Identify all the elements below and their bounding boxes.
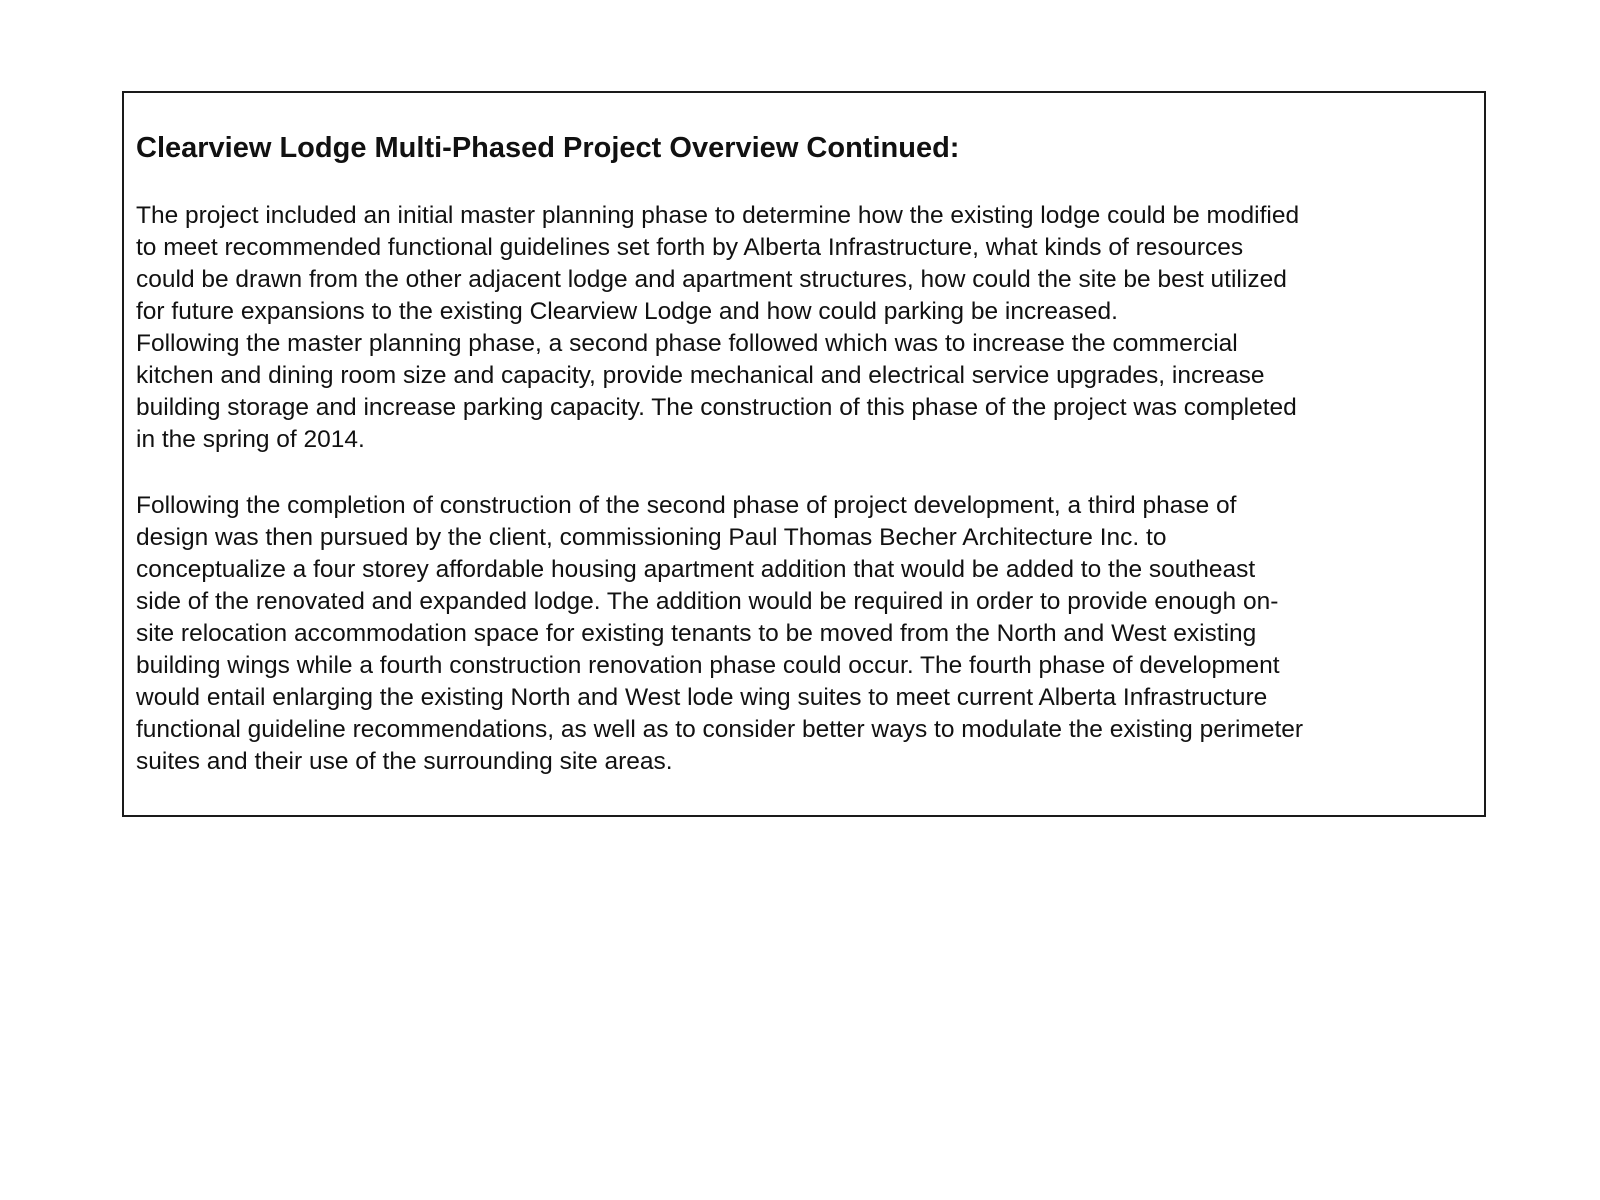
paragraph-line: building storage and increase parking capacity. The construction of this phase of the project was completed xyxy=(136,394,1297,421)
paragraph-line: would entail enlarging the existing North and West lode wing suites to meet current Alberta Infrastructure xyxy=(136,684,1268,711)
paragraph-line: suites and their use of the surrounding site areas. xyxy=(136,748,673,775)
paragraph-third-phase xyxy=(136,490,1303,778)
paragraph-line: in the spring of 2014. xyxy=(136,426,365,453)
paragraph-line: conceptualize a four storey affordable housing apartment addition that would be added to the southeast xyxy=(136,556,1256,583)
paragraph-master-planning xyxy=(136,200,1299,328)
paragraph-line: The project included an initial master planning phase to determine how the existing lodge could be modified xyxy=(136,202,1300,229)
paragraph-line: design was then pursued by the client, commissioning Paul Thomas Becher Architecture Inc. to xyxy=(136,524,1167,551)
paragraph-line: kitchen and dining room size and capacity, provide mechanical and electrical service upgrades, increase xyxy=(136,362,1265,389)
paragraph-line: to meet recommended functional guidelines set forth by Alberta Infrastructure, what kinds of resources xyxy=(136,234,1244,261)
paragraph-line: Following the master planning phase, a second phase followed which was to increase the commercial xyxy=(136,330,1238,357)
document-heading: Clearview Lodge Multi-Phased Project Overview Continued: xyxy=(136,132,960,164)
paragraph-line: site relocation accommodation space for existing tenants to be moved from the North and West existing xyxy=(136,620,1257,647)
paragraph-line: could be drawn from the other adjacent lodge and apartment structures, how could the site be best utilized xyxy=(136,266,1287,293)
paragraph-line: for future expansions to the existing Clearview Lodge and how could parking be increased. xyxy=(136,298,1118,325)
paragraph-line: Following the completion of construction of the second phase of project development, a third phase of xyxy=(136,492,1237,519)
paragraph-line: functional guideline recommendations, as well as to consider better ways to modulate the existing perimeter xyxy=(136,716,1304,743)
paragraph-line: building wings while a fourth construction renovation phase could occur. The fourth phase of development xyxy=(136,652,1280,679)
paragraph-line: side of the renovated and expanded lodge. The addition would be required in order to provide enough on- xyxy=(136,588,1279,615)
paragraph-second-phase xyxy=(136,328,1297,456)
